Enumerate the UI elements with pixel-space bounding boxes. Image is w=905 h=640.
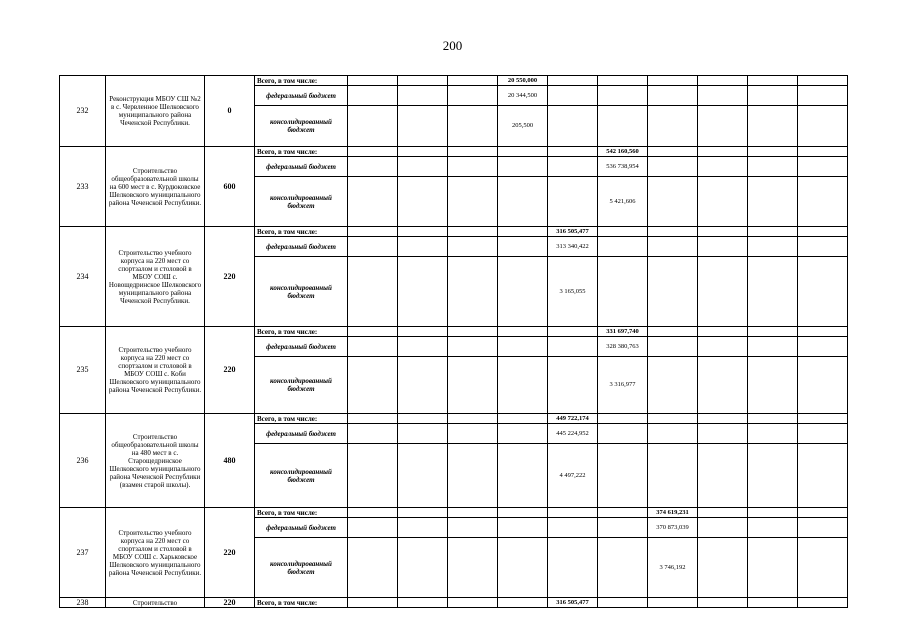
empty-cell: [598, 227, 648, 237]
object-name: Строительство учебного корпуса на 220 мест со спортзалом и столовой в МБОУ СОШ с. Харьковское Шелковского муниципального района Чеченской Республики.: [106, 508, 205, 598]
amount-total: 374 619,231: [648, 508, 698, 518]
empty-cell: [348, 257, 398, 327]
empty-cell: [498, 327, 548, 337]
budget-label: консолидированный бюджет: [255, 257, 348, 327]
empty-cell: [648, 177, 698, 227]
empty-cell: [448, 414, 498, 424]
budget-label: консолидированный бюджет: [255, 106, 348, 147]
empty-cell: [748, 508, 798, 518]
empty-cell: [398, 257, 448, 327]
budget-label: консолидированный бюджет: [255, 177, 348, 227]
empty-cell: [448, 444, 498, 508]
empty-cell: [748, 76, 798, 86]
empty-cell: [648, 424, 698, 444]
table-row: [60, 327, 848, 337]
empty-cell: [448, 147, 498, 157]
budget-label: федеральный бюджет: [255, 424, 348, 444]
amount-federal: 328 380,763: [598, 337, 648, 357]
amount-total: 331 697,740: [598, 327, 648, 337]
empty-cell: [498, 598, 548, 608]
budget-label: федеральный бюджет: [255, 518, 348, 538]
empty-cell: [798, 444, 848, 508]
empty-cell: [798, 237, 848, 257]
empty-cell: [698, 444, 748, 508]
amount-consolidated: 3 316,977: [598, 357, 648, 414]
empty-cell: [698, 237, 748, 257]
empty-cell: [598, 508, 648, 518]
empty-cell: [648, 327, 698, 337]
budget-label: Всего, в том числе:: [255, 76, 348, 86]
budget-table: [59, 75, 848, 608]
empty-cell: [448, 257, 498, 327]
empty-cell: [398, 357, 448, 414]
row-number: 236: [60, 414, 106, 508]
empty-cell: [748, 257, 798, 327]
empty-cell: [448, 76, 498, 86]
table-row: [60, 508, 848, 518]
budget-label: Всего, в том числе:: [255, 327, 348, 337]
empty-cell: [398, 598, 448, 608]
empty-cell: [648, 157, 698, 177]
budget-label: федеральный бюджет: [255, 86, 348, 106]
empty-cell: [498, 424, 548, 444]
empty-cell: [348, 414, 398, 424]
empty-cell: [698, 357, 748, 414]
empty-cell: [548, 538, 598, 598]
budget-label: федеральный бюджет: [255, 237, 348, 257]
object-name: Строительство общеобразовательной школы на 480 мест в с. Старощедринское Шелковского муниципального района Чеченской Республики (взамен старой школы).: [106, 414, 205, 508]
empty-cell: [548, 157, 598, 177]
empty-cell: [748, 86, 798, 106]
empty-cell: [748, 327, 798, 337]
empty-cell: [598, 237, 648, 257]
empty-cell: [498, 337, 548, 357]
empty-cell: [448, 337, 498, 357]
table-row: [60, 227, 848, 237]
capacity: 220: [205, 508, 255, 598]
empty-cell: [548, 508, 598, 518]
empty-cell: [648, 337, 698, 357]
empty-cell: [748, 157, 798, 177]
empty-cell: [648, 227, 698, 237]
budget-label: Всего, в том числе:: [255, 227, 348, 237]
object-name: Реконструкция МБОУ СШ №2 в с. Червленное Шелковского муниципального района Чеченской Республики.: [106, 76, 205, 147]
empty-cell: [798, 538, 848, 598]
amount-consolidated: 205,500: [498, 106, 548, 147]
row-number: 233: [60, 147, 106, 227]
empty-cell: [798, 227, 848, 237]
table-row: [60, 76, 848, 86]
empty-cell: [598, 424, 648, 444]
empty-cell: [598, 86, 648, 106]
empty-cell: [548, 337, 598, 357]
empty-cell: [798, 106, 848, 147]
empty-cell: [348, 327, 398, 337]
amount-federal: 445 224,952: [548, 424, 598, 444]
empty-cell: [548, 177, 598, 227]
empty-cell: [648, 357, 698, 414]
empty-cell: [698, 257, 748, 327]
empty-cell: [748, 598, 798, 608]
empty-cell: [698, 86, 748, 106]
amount-consolidated: 5 421,606: [598, 177, 648, 227]
empty-cell: [648, 414, 698, 424]
empty-cell: [348, 598, 398, 608]
empty-cell: [548, 327, 598, 337]
empty-cell: [798, 508, 848, 518]
object-name: Строительство: [106, 598, 205, 608]
amount-consolidated: 3 165,055: [548, 257, 598, 327]
budget-label: федеральный бюджет: [255, 337, 348, 357]
empty-cell: [448, 508, 498, 518]
empty-cell: [698, 227, 748, 237]
empty-cell: [798, 424, 848, 444]
empty-cell: [348, 177, 398, 227]
empty-cell: [498, 357, 548, 414]
table-row: [60, 414, 848, 424]
empty-cell: [398, 177, 448, 227]
row-number: 234: [60, 227, 106, 327]
empty-cell: [648, 257, 698, 327]
empty-cell: [348, 106, 398, 147]
empty-cell: [598, 257, 648, 327]
empty-cell: [748, 518, 798, 538]
empty-cell: [548, 147, 598, 157]
budget-label: консолидированный бюджет: [255, 357, 348, 414]
empty-cell: [348, 444, 398, 508]
amount-total: 316 505,477: [548, 227, 598, 237]
empty-cell: [798, 357, 848, 414]
empty-cell: [398, 147, 448, 157]
empty-cell: [548, 357, 598, 414]
empty-cell: [698, 508, 748, 518]
empty-cell: [548, 106, 598, 147]
empty-cell: [498, 157, 548, 177]
empty-cell: [398, 518, 448, 538]
table-row: [60, 147, 848, 157]
empty-cell: [548, 518, 598, 538]
empty-cell: [798, 177, 848, 227]
budget-label: консолидированный бюджет: [255, 538, 348, 598]
empty-cell: [698, 177, 748, 227]
row-number: 237: [60, 508, 106, 598]
empty-cell: [398, 227, 448, 237]
empty-cell: [748, 444, 798, 508]
empty-cell: [448, 538, 498, 598]
empty-cell: [648, 237, 698, 257]
empty-cell: [798, 157, 848, 177]
object-name: Строительство общеобразовательной школы на 600 мест в с. Курдюковское Шелковского муниципального района Чеченской Республики.: [106, 147, 205, 227]
empty-cell: [698, 337, 748, 357]
empty-cell: [648, 86, 698, 106]
capacity: 220: [205, 227, 255, 327]
empty-cell: [598, 444, 648, 508]
budget-label: Всего, в том числе:: [255, 414, 348, 424]
empty-cell: [698, 327, 748, 337]
empty-cell: [398, 508, 448, 518]
empty-cell: [348, 518, 398, 538]
empty-cell: [748, 538, 798, 598]
empty-cell: [348, 237, 398, 257]
empty-cell: [448, 227, 498, 237]
empty-cell: [648, 444, 698, 508]
empty-cell: [448, 86, 498, 106]
page-number: 200: [442, 38, 463, 53]
budget-label: федеральный бюджет: [255, 157, 348, 177]
empty-cell: [598, 598, 648, 608]
capacity: 480: [205, 414, 255, 508]
empty-cell: [448, 177, 498, 227]
empty-cell: [698, 414, 748, 424]
row-number: 235: [60, 327, 106, 414]
capacity: 600: [205, 147, 255, 227]
table-row: [60, 598, 848, 608]
empty-cell: [698, 157, 748, 177]
budget-label: Всего, в том числе:: [255, 147, 348, 157]
empty-cell: [348, 357, 398, 414]
budget-label: консолидированный бюджет: [255, 444, 348, 508]
empty-cell: [698, 147, 748, 157]
empty-cell: [348, 157, 398, 177]
empty-cell: [498, 414, 548, 424]
empty-cell: [548, 76, 598, 86]
budget-label: Всего, в том числе:: [255, 598, 348, 608]
amount-federal: 370 873,039: [648, 518, 698, 538]
empty-cell: [748, 337, 798, 357]
empty-cell: [448, 424, 498, 444]
empty-cell: [748, 414, 798, 424]
empty-cell: [698, 424, 748, 444]
empty-cell: [498, 237, 548, 257]
empty-cell: [498, 538, 548, 598]
empty-cell: [498, 444, 548, 508]
empty-cell: [748, 237, 798, 257]
empty-cell: [448, 598, 498, 608]
amount-total: 449 722,174: [548, 414, 598, 424]
capacity: 0: [205, 76, 255, 147]
empty-cell: [798, 76, 848, 86]
empty-cell: [448, 106, 498, 147]
empty-cell: [398, 424, 448, 444]
empty-cell: [798, 257, 848, 327]
empty-cell: [498, 227, 548, 237]
amount-total: 542 160,560: [598, 147, 648, 157]
empty-cell: [448, 327, 498, 337]
empty-cell: [748, 106, 798, 147]
empty-cell: [498, 257, 548, 327]
empty-cell: [598, 106, 648, 147]
empty-cell: [798, 518, 848, 538]
empty-cell: [348, 337, 398, 357]
empty-cell: [798, 147, 848, 157]
empty-cell: [748, 357, 798, 414]
amount-total: 20 550,000: [498, 76, 548, 86]
empty-cell: [398, 86, 448, 106]
empty-cell: [548, 86, 598, 106]
row-number: 232: [60, 76, 106, 147]
empty-cell: [648, 76, 698, 86]
empty-cell: [348, 86, 398, 106]
capacity: 220: [205, 598, 255, 608]
empty-cell: [448, 518, 498, 538]
empty-cell: [598, 538, 648, 598]
amount-federal: 313 340,422: [548, 237, 598, 257]
empty-cell: [698, 106, 748, 147]
empty-cell: [348, 424, 398, 444]
empty-cell: [648, 147, 698, 157]
amount-consolidated: 3 746,192: [648, 538, 698, 598]
row-number: 238: [60, 598, 106, 608]
empty-cell: [448, 237, 498, 257]
empty-cell: [398, 76, 448, 86]
empty-cell: [448, 357, 498, 414]
empty-cell: [398, 337, 448, 357]
empty-cell: [748, 424, 798, 444]
empty-cell: [798, 337, 848, 357]
empty-cell: [398, 106, 448, 147]
empty-cell: [448, 157, 498, 177]
empty-cell: [398, 444, 448, 508]
empty-cell: [398, 327, 448, 337]
empty-cell: [598, 76, 648, 86]
empty-cell: [398, 157, 448, 177]
capacity: 220: [205, 327, 255, 414]
empty-cell: [598, 414, 648, 424]
amount-consolidated: 4 497,222: [548, 444, 598, 508]
empty-cell: [748, 147, 798, 157]
empty-cell: [698, 518, 748, 538]
amount-federal: 20 344,500: [498, 86, 548, 106]
empty-cell: [598, 518, 648, 538]
amount-total: 316 505,477: [548, 598, 598, 608]
empty-cell: [798, 327, 848, 337]
empty-cell: [798, 86, 848, 106]
empty-cell: [348, 76, 398, 86]
empty-cell: [498, 508, 548, 518]
object-name: Строительство учебного корпуса на 220 мест со спортзалом и столовой в МБОУ СОШ с. Коби Шелковского муниципального района Чеченской Республики.: [106, 327, 205, 414]
empty-cell: [748, 227, 798, 237]
empty-cell: [348, 508, 398, 518]
empty-cell: [398, 237, 448, 257]
empty-cell: [698, 538, 748, 598]
empty-cell: [748, 177, 798, 227]
amount-federal: 536 738,954: [598, 157, 648, 177]
empty-cell: [398, 538, 448, 598]
budget-label: Всего, в том числе:: [255, 508, 348, 518]
empty-cell: [498, 518, 548, 538]
empty-cell: [698, 598, 748, 608]
empty-cell: [348, 538, 398, 598]
empty-cell: [648, 598, 698, 608]
empty-cell: [648, 106, 698, 147]
empty-cell: [348, 227, 398, 237]
empty-cell: [348, 147, 398, 157]
empty-cell: [798, 598, 848, 608]
empty-cell: [498, 177, 548, 227]
empty-cell: [498, 147, 548, 157]
empty-cell: [398, 414, 448, 424]
object-name: Строительство учебного корпуса на 220 мест со спортзалом и столовой в МБОУ СОШ с. Новощедринское Шелковского муниципального района Чеченской Республики.: [106, 227, 205, 327]
empty-cell: [798, 414, 848, 424]
empty-cell: [698, 76, 748, 86]
